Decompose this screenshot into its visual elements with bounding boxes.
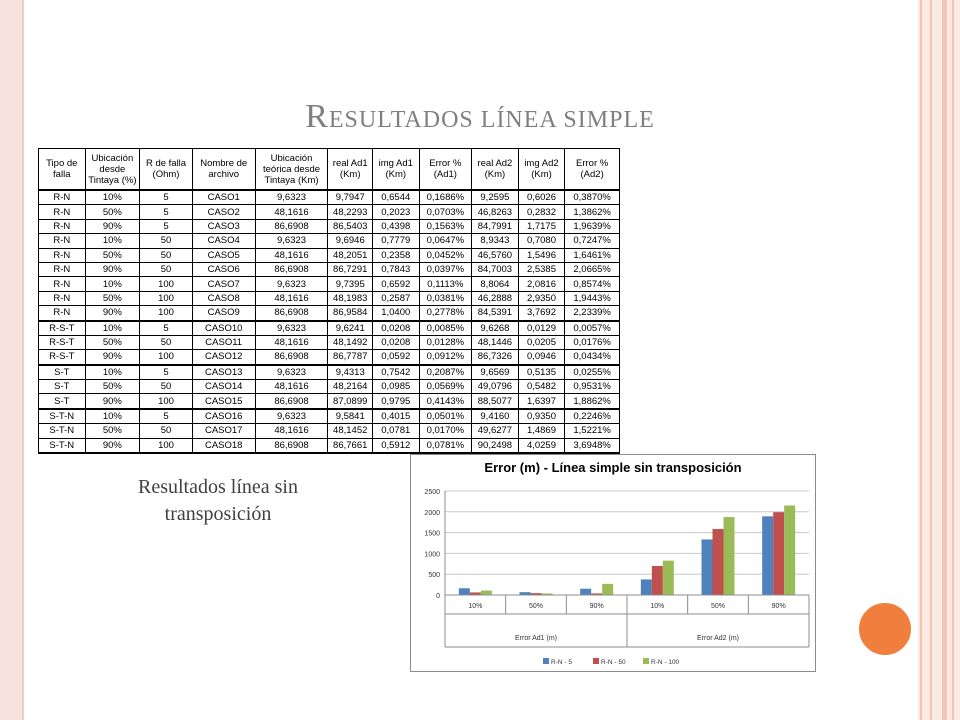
header-cell: R de falla (Ohm) (140, 149, 193, 191)
table-cell: 0,1686% (419, 190, 472, 205)
table-cell: 9,6323 (255, 234, 328, 248)
table-cell: 0,0985 (372, 380, 419, 394)
table-cell: 50% (85, 424, 140, 438)
table-row (39, 219, 620, 233)
y-tick-label: 1000 (424, 551, 440, 559)
table-cell: 90% (85, 262, 140, 276)
table-cell: CASO5 (192, 248, 255, 262)
table-cell: 100 (140, 306, 193, 321)
bar-1-5 (773, 512, 784, 595)
table-cell: 0,0647% (419, 234, 472, 248)
table-cell: 48,1983 (328, 291, 373, 305)
table-cell: 0,6592 (372, 277, 419, 291)
table-row (39, 277, 620, 291)
table-cell: 5 (140, 409, 193, 424)
table-cell: S-T-N (39, 438, 86, 453)
table-cell: 0,0569% (419, 380, 472, 394)
table-cell: R-N (39, 234, 86, 248)
table-cell: 86,6908 (255, 306, 328, 321)
table-cell: 0,0592 (372, 350, 419, 365)
table-cell: 10% (85, 321, 140, 336)
table-cell: 48,1616 (255, 248, 328, 262)
table-cell: 1,9639% (565, 219, 620, 233)
table-cell: S-T (39, 380, 86, 394)
table-cell: 50% (85, 380, 140, 394)
bar-0-3 (641, 579, 652, 595)
table-cell: 48,1446 (472, 335, 519, 349)
table-cell: CASO17 (192, 424, 255, 438)
table-cell: CASO12 (192, 350, 255, 365)
slide-title: RESULTADOS LÍNEA SIMPLE (305, 98, 655, 135)
table-cell: 86,7661 (328, 438, 373, 453)
table-cell: 100 (140, 277, 193, 291)
table-cell: 48,1616 (255, 380, 328, 394)
table-cell: 5 (140, 219, 193, 233)
table-cell: 9,6323 (255, 190, 328, 205)
table-row (39, 291, 620, 305)
table-cell: 3,7692 (518, 306, 565, 321)
header-cell: Tipo de falla (39, 149, 86, 191)
table-cell: 48,2293 (328, 205, 373, 219)
table-cell: 1,8862% (565, 394, 620, 409)
table-cell: 0,9795 (372, 394, 419, 409)
table-cell: 50% (85, 291, 140, 305)
table-cell: 86,6908 (255, 438, 328, 453)
table-cell: 0,3870% (565, 190, 620, 205)
error-chart (410, 454, 816, 672)
table-cell: 50 (140, 380, 193, 394)
table-cell: 100 (140, 438, 193, 453)
table-cell: 86,7787 (328, 350, 373, 365)
y-tick-label: 2000 (424, 509, 440, 517)
table-cell: 0,0501% (419, 409, 472, 424)
table-cell: 0,2778% (419, 306, 472, 321)
table-cell: 50% (85, 335, 140, 349)
table-cell: 1,5496 (518, 248, 565, 262)
table-cell: 49,6277 (472, 424, 519, 438)
table-cell: 0,0255% (565, 365, 620, 380)
legend-swatch (593, 658, 599, 664)
table-cell: 86,6908 (255, 350, 328, 365)
table-cell: 49,0796 (472, 380, 519, 394)
table-cell: 0,0208 (372, 321, 419, 336)
y-tick-label: 1500 (424, 530, 440, 538)
table-cell: CASO10 (192, 321, 255, 336)
table-cell: 10% (85, 409, 140, 424)
bar-2-5 (784, 505, 795, 595)
table-cell: 0,0205 (518, 335, 565, 349)
bar-1-4 (713, 529, 724, 595)
table-cell: 0,7542 (372, 365, 419, 380)
table-cell: 0,6026 (518, 190, 565, 205)
table-cell: 50% (85, 205, 140, 219)
x-tick-label: 10% (650, 603, 665, 610)
table-cell: 0,9531% (565, 380, 620, 394)
header-cell: img Ad2 (Km) (518, 149, 565, 191)
table-cell: 9,6569 (472, 365, 519, 380)
y-tick-label: 0 (436, 593, 440, 600)
table-cell: 10% (85, 190, 140, 205)
table-cell: S-T (39, 394, 86, 409)
table-cell: 50 (140, 234, 193, 248)
table-cell: 9,6323 (255, 277, 328, 291)
table-row (39, 365, 620, 380)
table-cell: 5 (140, 190, 193, 205)
table-cell: 0,0057% (565, 321, 620, 336)
table-cell: 2,5385 (518, 262, 565, 276)
bar-0-5 (762, 516, 773, 595)
table-cell: 1,3862% (565, 205, 620, 219)
table-cell: 0,0381% (419, 291, 472, 305)
chart-caption: Resultados línea sin transposición (138, 476, 298, 525)
table-cell: 9,6268 (472, 321, 519, 336)
table-cell: 0,0703% (419, 205, 472, 219)
table-cell: 0,9350 (518, 409, 565, 424)
table-cell: R-N (39, 205, 86, 219)
table-cell: 86,9584 (328, 306, 373, 321)
legend-label: R-N - 50 (601, 659, 626, 666)
table-cell: R-N (39, 262, 86, 276)
table-row (39, 205, 620, 219)
table-cell: 5 (140, 365, 193, 380)
table-cell: 9,6323 (255, 409, 328, 424)
header-cell: real Ad1 (Km) (328, 149, 373, 191)
table-cell: CASO14 (192, 380, 255, 394)
legend-label: R-N - 5 (551, 659, 572, 666)
table-cell: 9,6946 (328, 234, 373, 248)
table-row (39, 409, 620, 424)
table-cell: 9,7395 (328, 277, 373, 291)
table-cell: 84,5391 (472, 306, 519, 321)
bar-2-0 (481, 591, 492, 595)
table-row (39, 380, 620, 394)
chart-svg (411, 455, 815, 671)
table-cell: 86,7326 (472, 350, 519, 365)
table-cell: 9,4313 (328, 365, 373, 380)
table-cell: 50 (140, 424, 193, 438)
bar-0-0 (459, 588, 470, 595)
y-tick-label: 500 (428, 572, 440, 580)
table-cell: 0,1563% (419, 219, 472, 233)
table-cell: 90,2498 (472, 438, 519, 453)
table-cell: 87,0899 (328, 394, 373, 409)
x-tick-label: 90% (589, 603, 604, 610)
table-cell: 0,0128% (419, 335, 472, 349)
table-cell: 0,7080 (518, 234, 565, 248)
table-cell: 2,9350 (518, 291, 565, 305)
table-cell: 10% (85, 277, 140, 291)
table-cell: 0,2023 (372, 205, 419, 219)
table-cell: 0,0170% (419, 424, 472, 438)
table-cell: 0,0129 (518, 321, 565, 336)
table-cell: R-N (39, 277, 86, 291)
table-cell: CASO4 (192, 234, 255, 248)
bar-2-3 (663, 561, 674, 595)
left-decor-stripe (0, 0, 24, 720)
table-cell: 2,0665% (565, 262, 620, 276)
table-cell: 0,7779 (372, 234, 419, 248)
bar-2-2 (602, 584, 613, 595)
table-cell: CASO1 (192, 190, 255, 205)
table-cell: 90% (85, 394, 140, 409)
table-cell: 4,0259 (518, 438, 565, 453)
table-cell: 0,7247% (565, 234, 620, 248)
table-cell: 86,6908 (255, 262, 328, 276)
table-cell: 100 (140, 350, 193, 365)
table-cell: 1,9443% (565, 291, 620, 305)
table-cell: S-T-N (39, 424, 86, 438)
table-cell: 0,0781 (372, 424, 419, 438)
table-cell: 50 (140, 248, 193, 262)
table-cell: 0,0912% (419, 350, 472, 365)
table-cell: 0,0946 (518, 350, 565, 365)
table-cell: 0,5912 (372, 438, 419, 453)
table-cell: CASO18 (192, 438, 255, 453)
table-cell: CASO3 (192, 219, 255, 233)
table-cell: 10% (85, 234, 140, 248)
table-cell: R-N (39, 248, 86, 262)
table-row (39, 190, 620, 205)
table-row (39, 394, 620, 409)
table-row (39, 335, 620, 349)
table-cell: 86,6908 (255, 394, 328, 409)
table-cell: 90% (85, 306, 140, 321)
table-cell: 9,6323 (255, 321, 328, 336)
table-row (39, 234, 620, 248)
table-cell: 0,4398 (372, 219, 419, 233)
table-cell: 0,2358 (372, 248, 419, 262)
table-cell: 5 (140, 321, 193, 336)
table-cell: 1,5221% (565, 424, 620, 438)
table-cell: R-S-T (39, 350, 86, 365)
table-cell: 50% (85, 248, 140, 262)
table-cell: 88,5077 (472, 394, 519, 409)
table-cell: R-S-T (39, 321, 86, 336)
table-cell: CASO16 (192, 409, 255, 424)
table-cell: 0,0434% (565, 350, 620, 365)
table-cell: 1,4869 (518, 424, 565, 438)
table-cell: 9,6241 (328, 321, 373, 336)
table-cell: 0,0208 (372, 335, 419, 349)
legend-swatch (543, 658, 549, 664)
table-row (39, 306, 620, 321)
table-cell: 46,5760 (472, 248, 519, 262)
table-cell: 48,1452 (328, 424, 373, 438)
table-cell: 1,6397 (518, 394, 565, 409)
table-row (39, 438, 620, 453)
table-cell: CASO15 (192, 394, 255, 409)
header-cell: Ubicación teórica desde Tintaya (Km) (255, 149, 328, 191)
table-cell: 3,6948% (565, 438, 620, 453)
bar-1-3 (652, 566, 663, 595)
table-cell: 0,0452% (419, 248, 472, 262)
chart-title: Error (m) - Línea simple sin transposición (484, 460, 742, 475)
bar-2-4 (724, 517, 735, 595)
table-cell: 90% (85, 350, 140, 365)
table-cell: 0,2587 (372, 291, 419, 305)
group-label: Error Ad1 (m) (514, 635, 558, 642)
orange-circle-decor (856, 600, 914, 658)
table-cell: 46,8263 (472, 205, 519, 219)
table-cell: 0,0085% (419, 321, 472, 336)
table-row (39, 350, 620, 365)
x-tick-label: 10% (468, 603, 483, 610)
header-cell: img Ad1 (Km) (372, 149, 419, 191)
table-cell: 0,5482 (518, 380, 565, 394)
table-cell: 46,2888 (472, 291, 519, 305)
table-cell: 1,6461% (565, 248, 620, 262)
table-cell: 48,1616 (255, 424, 328, 438)
table-cell: R-N (39, 306, 86, 321)
table-cell: 9,4160 (472, 409, 519, 424)
table-cell: 48,1616 (255, 335, 328, 349)
table-cell: 8,8064 (472, 277, 519, 291)
table-cell: 0,2087% (419, 365, 472, 380)
table-cell: 86,6908 (255, 219, 328, 233)
table-cell: 2,0816 (518, 277, 565, 291)
x-tick-label: 50% (710, 603, 726, 610)
table-cell: 100 (140, 394, 193, 409)
table-cell: 48,1616 (255, 205, 328, 219)
y-tick-label: 2500 (424, 489, 440, 496)
table-cell: 90% (85, 438, 140, 453)
header-cell: Ubicación desde Tintaya (%) (85, 149, 140, 191)
table-header-row (39, 149, 620, 191)
table-cell: 0,4015 (372, 409, 419, 424)
table-cell: 48,1492 (328, 335, 373, 349)
table-cell: 86,7291 (328, 262, 373, 276)
table-cell: 2,2339% (565, 306, 620, 321)
table-cell: CASO13 (192, 365, 255, 380)
table-cell: 0,2246% (565, 409, 620, 424)
table-cell: 100 (140, 291, 193, 305)
table-row (39, 262, 620, 276)
header-cell: Error % (Ad1) (419, 149, 472, 191)
legend-swatch (643, 658, 649, 664)
table-cell: 9,7947 (328, 190, 373, 205)
table-cell: CASO7 (192, 277, 255, 291)
table-cell: 0,0397% (419, 262, 472, 276)
bar-0-2 (580, 589, 591, 595)
table-body (39, 190, 620, 453)
results-table (38, 148, 620, 454)
table-cell: 1,7175 (518, 219, 565, 233)
table-cell: 0,6544 (372, 190, 419, 205)
table-cell: 1,0400 (372, 306, 419, 321)
right-decor-frame (918, 0, 960, 720)
table-row (39, 248, 620, 262)
header-cell: Error % (Ad2) (565, 149, 620, 191)
table-cell: 84,7991 (472, 219, 519, 233)
table-cell: CASO6 (192, 262, 255, 276)
table-cell: 0,0176% (565, 335, 620, 349)
table-row (39, 424, 620, 438)
table-cell: 9,5841 (328, 409, 373, 424)
table-cell: 8,9343 (472, 234, 519, 248)
table-cell: CASO2 (192, 205, 255, 219)
table-cell: CASO11 (192, 335, 255, 349)
table-cell: CASO9 (192, 306, 255, 321)
table-cell: 0,4143% (419, 394, 472, 409)
table-cell: R-N (39, 219, 86, 233)
table-cell: 0,1113% (419, 277, 472, 291)
table-cell: 86,5403 (328, 219, 373, 233)
group-label: Error Ad2 (m) (696, 635, 740, 642)
x-tick-label: 90% (771, 603, 786, 610)
table-cell: CASO8 (192, 291, 255, 305)
table-cell: 48,2164 (328, 380, 373, 394)
table-cell: 48,1616 (255, 291, 328, 305)
header-cell: Nombre de archivo (192, 149, 255, 191)
bar-0-4 (702, 539, 713, 595)
table-cell: 90% (85, 219, 140, 233)
table-cell: 0,8574% (565, 277, 620, 291)
table-cell: 0,0781% (419, 438, 472, 453)
table-cell: 9,6323 (255, 365, 328, 380)
table-cell: R-N (39, 190, 86, 205)
table-cell: 50 (140, 335, 193, 349)
legend-label: R-N - 100 (651, 659, 680, 666)
table-cell: S-T (39, 365, 86, 380)
table-cell: 50 (140, 262, 193, 276)
table-cell: 9,2595 (472, 190, 519, 205)
table-cell: 0,2832 (518, 205, 565, 219)
table-cell: 0,5135 (518, 365, 565, 380)
header-cell: real Ad2 (Km) (472, 149, 519, 191)
table-cell: 0,7843 (372, 262, 419, 276)
table-cell: R-S-T (39, 335, 86, 349)
x-tick-label: 50% (528, 603, 544, 610)
table-cell: 48,2051 (328, 248, 373, 262)
table-cell: 5 (140, 205, 193, 219)
table-cell: R-N (39, 291, 86, 305)
table-cell: 10% (85, 365, 140, 380)
table-cell: S-T-N (39, 409, 86, 424)
table-row (39, 321, 620, 336)
table-cell: 84,7003 (472, 262, 519, 276)
